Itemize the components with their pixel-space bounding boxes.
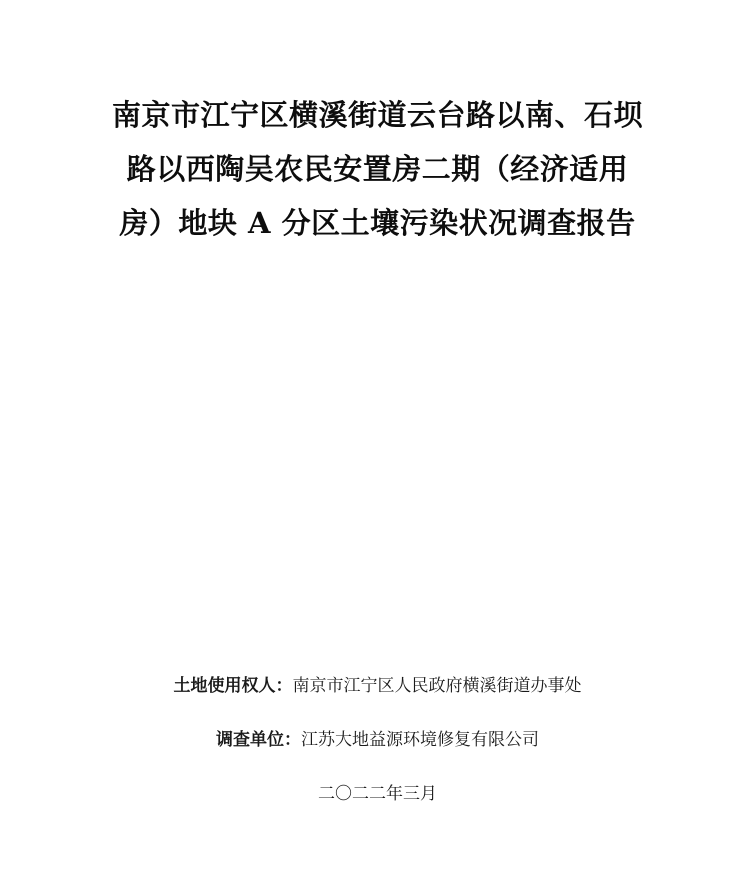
cover-info [0, 672, 755, 808]
report-title [0, 88, 755, 250]
land-use-right-holder-label: 土地使用权人： [173, 676, 293, 696]
land-use-right-holder [0, 672, 755, 700]
survey-unit-label: 调查单位： [216, 730, 301, 750]
title-line-1: 南京市江宁区横溪街道云台路以南、石坝 [111, 98, 643, 132]
land-use-right-holder-value: 南京市江宁区人民政府横溪街道办事处 [292, 676, 582, 696]
title-line-2: 路以西陶吴农民安置房二期（经济适用 [126, 152, 629, 186]
report-date: 二〇二二年三月 [318, 784, 437, 804]
survey-unit-value: 江苏大地益源环境修复有限公司 [301, 730, 539, 750]
title-line-3: 房）地块 A 分区土壤污染状况调查报告 [119, 206, 636, 240]
survey-unit [0, 726, 755, 754]
